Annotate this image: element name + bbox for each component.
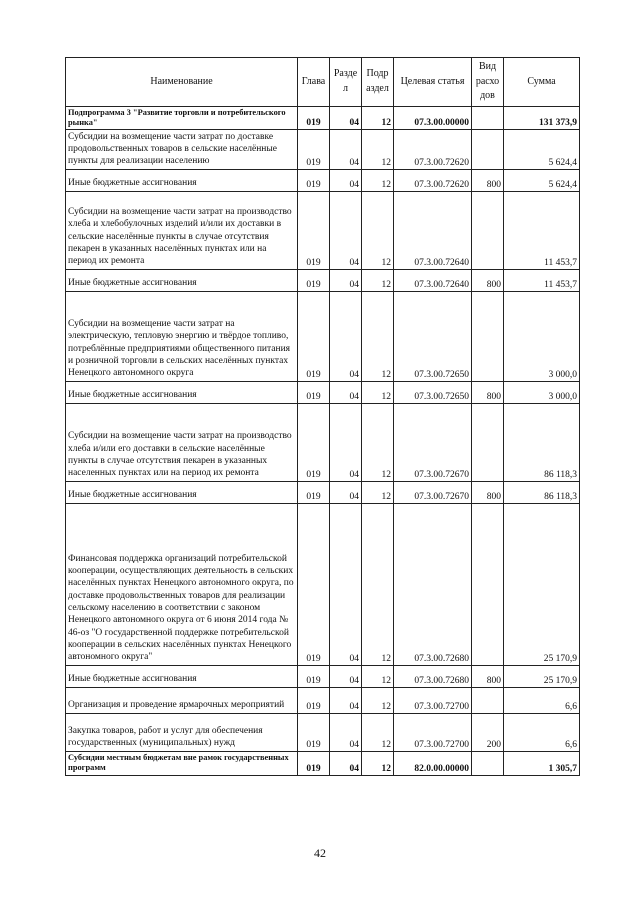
row-article-cell: 07.3.00.72680 (394, 665, 472, 687)
table-row (66, 106, 580, 129)
row-section-cell: 04 (330, 269, 362, 291)
row-expense-type-cell (472, 751, 504, 775)
row-article-cell: 07.3.00.72650 (394, 381, 472, 403)
row-name-cell: Закупка товаров, работ и услуг для обеспечения государственных (муниципальных) нужд (66, 713, 298, 751)
header-chapter: Глава (298, 58, 330, 107)
table-row (66, 381, 580, 403)
table-header-row (66, 58, 580, 107)
row-amount-cell: 3 000,0 (504, 381, 580, 403)
row-expense-type-cell: 200 (472, 713, 504, 751)
row-chapter-cell: 019 (298, 291, 330, 381)
row-amount-cell: 11 453,7 (504, 191, 580, 269)
row-subsection-cell: 12 (362, 291, 394, 381)
table-row (66, 503, 580, 665)
table-row (66, 481, 580, 503)
row-subsection-cell: 12 (362, 713, 394, 751)
row-chapter-cell: 019 (298, 269, 330, 291)
row-amount-cell: 86 118,3 (504, 403, 580, 481)
header-amount: Сумма (504, 58, 580, 107)
row-section-cell: 04 (330, 381, 362, 403)
row-name-cell: Иные бюджетные ассигнования (66, 665, 298, 687)
row-article-cell: 07.3.00.72700 (394, 687, 472, 713)
row-subsection-cell: 12 (362, 503, 394, 665)
row-chapter-cell: 019 (298, 503, 330, 665)
row-amount-cell: 5 624,4 (504, 169, 580, 191)
row-article-cell: 07.3.00.00000 (394, 106, 472, 129)
row-expense-type-cell: 800 (472, 381, 504, 403)
row-expense-type-cell: 800 (472, 169, 504, 191)
row-name-cell: Иные бюджетные ассигнования (66, 481, 298, 503)
row-chapter-cell: 019 (298, 129, 330, 169)
row-subsection-cell: 12 (362, 129, 394, 169)
header-subsection: Подр аздел (362, 58, 394, 107)
row-chapter-cell: 019 (298, 481, 330, 503)
row-name-cell: Иные бюджетные ассигнования (66, 169, 298, 191)
page-number: 42 (314, 846, 326, 860)
row-section-cell: 04 (330, 403, 362, 481)
row-section-cell: 04 (330, 665, 362, 687)
row-article-cell: 07.3.00.72620 (394, 169, 472, 191)
row-amount-cell: 5 624,4 (504, 129, 580, 169)
table-row (66, 129, 580, 169)
row-amount-cell: 131 373,9 (504, 106, 580, 129)
row-name-cell: Субсидии на возмещение части затрат на производство хлеба и/или его доставки в сельские населённые пункты в случае отсутствия пекарен в указанных населенных пунктах или на период их ремонта (66, 403, 298, 481)
row-subsection-cell: 12 (362, 665, 394, 687)
row-subsection-cell: 12 (362, 751, 394, 775)
row-expense-type-cell (472, 106, 504, 129)
header-expense-type: Вид расхо дов (472, 58, 504, 107)
row-subsection-cell: 12 (362, 106, 394, 129)
row-amount-cell: 25 170,9 (504, 503, 580, 665)
row-chapter-cell: 019 (298, 381, 330, 403)
row-article-cell: 07.3.00.72650 (394, 291, 472, 381)
row-amount-cell: 1 305,7 (504, 751, 580, 775)
row-expense-type-cell (472, 687, 504, 713)
row-chapter-cell: 019 (298, 665, 330, 687)
row-section-cell: 04 (330, 713, 362, 751)
table-row (66, 191, 580, 269)
row-expense-type-cell: 800 (472, 665, 504, 687)
row-article-cell: 07.3.00.72640 (394, 269, 472, 291)
row-name-cell: Иные бюджетные ассигнования (66, 269, 298, 291)
row-expense-type-cell (472, 191, 504, 269)
row-chapter-cell: 019 (298, 106, 330, 129)
row-section-cell: 04 (330, 191, 362, 269)
header-target-article: Целевая статья (394, 58, 472, 107)
row-expense-type-cell: 800 (472, 269, 504, 291)
row-amount-cell: 3 000,0 (504, 291, 580, 381)
row-article-cell: 07.3.00.72680 (394, 503, 472, 665)
row-article-cell: 07.3.00.72670 (394, 403, 472, 481)
row-name-cell: Субсидии местным бюджетам вне рамок государственных программ (66, 751, 298, 775)
header-name: Наименование (66, 58, 298, 107)
row-expense-type-cell (472, 291, 504, 381)
row-article-cell: 07.3.00.72700 (394, 713, 472, 751)
row-chapter-cell: 019 (298, 751, 330, 775)
row-subsection-cell: 12 (362, 481, 394, 503)
row-subsection-cell: 12 (362, 169, 394, 191)
row-article-cell: 82.0.00.00000 (394, 751, 472, 775)
row-section-cell: 04 (330, 291, 362, 381)
row-article-cell: 07.3.00.72620 (394, 129, 472, 169)
row-chapter-cell: 019 (298, 713, 330, 751)
row-section-cell: 04 (330, 687, 362, 713)
row-subsection-cell: 12 (362, 403, 394, 481)
row-name-cell: Подпрограмма 3 "Развитие торговли и потребительского рынка" (66, 106, 298, 129)
row-name-cell: Субсидии на возмещение части затрат на электрическую, тепловую энергию и твёрдое топливо, потреблённые предприятиями общественного питания и розничной торговли в сельских населённых пунктах Ненецкого автономного округа (66, 291, 298, 381)
row-expense-type-cell (472, 403, 504, 481)
row-expense-type-cell (472, 503, 504, 665)
row-section-cell: 04 (330, 751, 362, 775)
row-chapter-cell: 019 (298, 191, 330, 269)
row-expense-type-cell (472, 129, 504, 169)
row-subsection-cell: 12 (362, 381, 394, 403)
row-article-cell: 07.3.00.72670 (394, 481, 472, 503)
row-subsection-cell: 12 (362, 191, 394, 269)
row-subsection-cell: 12 (362, 269, 394, 291)
table-row (66, 751, 580, 775)
table-row (66, 687, 580, 713)
row-expense-type-cell: 800 (472, 481, 504, 503)
budget-table (65, 57, 580, 776)
row-section-cell: 04 (330, 106, 362, 129)
row-amount-cell: 6,6 (504, 713, 580, 751)
row-chapter-cell: 019 (298, 169, 330, 191)
row-name-cell: Иные бюджетные ассигнования (66, 381, 298, 403)
table-row (66, 169, 580, 191)
header-section: Разде л (330, 58, 362, 107)
row-chapter-cell: 019 (298, 403, 330, 481)
row-name-cell: Финансовая поддержка организаций потребительской кооперации, осуществляющих деятельность в сельских населённых пунктах Ненецкого автономного округа, по доставке продовольственных товаров для реализации сельскому населению в соответствии с законом Ненецкого автономного округа от 6 июня 2014 года № 46-оз "О государственной поддержке потребительской кооперации в сельских населённых пунктах Ненецкого автономного округа" (66, 503, 298, 665)
row-subsection-cell: 12 (362, 687, 394, 713)
row-section-cell: 04 (330, 481, 362, 503)
row-section-cell: 04 (330, 129, 362, 169)
row-amount-cell: 25 170,9 (504, 665, 580, 687)
table-row (66, 713, 580, 751)
table-row (66, 269, 580, 291)
row-chapter-cell: 019 (298, 687, 330, 713)
table-row (66, 665, 580, 687)
row-amount-cell: 86 118,3 (504, 481, 580, 503)
row-article-cell: 07.3.00.72640 (394, 191, 472, 269)
table-row (66, 403, 580, 481)
row-name-cell: Субсидии на возмещение части затрат на производство хлеба и хлебобулочных изделий и/или их доставки в сельские населённые пункты в случае отсутствия пекарен в указанных населённых пунктах или на период их ремонта (66, 191, 298, 269)
row-section-cell: 04 (330, 169, 362, 191)
table-row (66, 291, 580, 381)
row-section-cell: 04 (330, 503, 362, 665)
row-name-cell: Организация и проведение ярмарочных мероприятий (66, 687, 298, 713)
row-name-cell: Субсидии на возмещение части затрат по доставке продовольственных товаров в сельские населённые пункты для реализации населению (66, 129, 298, 169)
row-amount-cell: 11 453,7 (504, 269, 580, 291)
row-amount-cell: 6,6 (504, 687, 580, 713)
